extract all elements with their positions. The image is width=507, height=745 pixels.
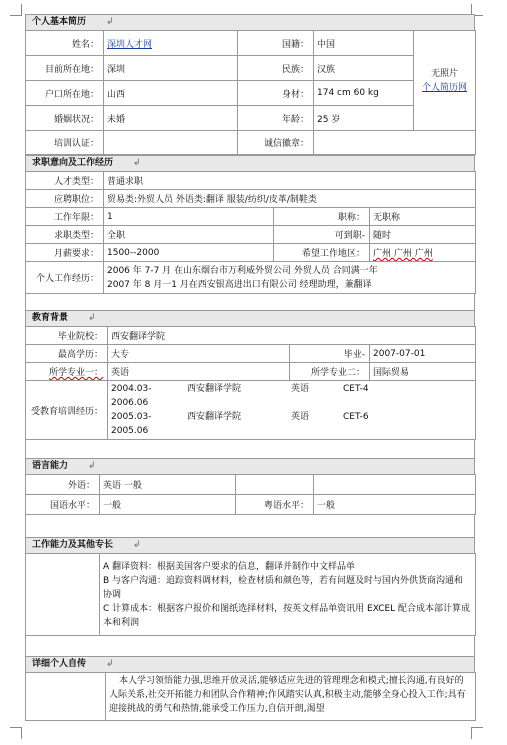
experience-label: 个人工作经历：	[26, 262, 104, 294]
experience-line-2: 2007 年 8 月一1 月在西安银高进出口有限公司 经理助理，兼翻译	[107, 279, 372, 290]
education-table	[25, 326, 476, 440]
major1-label: 所学专业一：	[26, 363, 108, 381]
major1-value: 英语	[108, 363, 290, 381]
credit-value	[314, 131, 476, 155]
title-value: 无职称	[370, 208, 476, 226]
intent-table	[25, 171, 476, 294]
position-value: 贸易类:外贸人员 外语类:翻译 服装/纺织/皮革/制鞋类	[104, 190, 476, 208]
spacer	[25, 440, 475, 458]
foreign-value: 英语 一般	[100, 475, 236, 495]
age-value: 25 岁	[314, 106, 414, 131]
arrival-label: 可到职-	[274, 226, 370, 244]
talent-label: 人才类型：	[26, 172, 104, 190]
body-label: 身材：	[238, 81, 314, 106]
arrival-value: 随时	[370, 226, 476, 244]
skill-line-a: A 翻译资料：根据美国客户要求的信息，翻译并制作中文样品单	[103, 561, 356, 572]
grad-value: 2007-07-01	[370, 345, 476, 363]
cantonese-label: 粤语水平：	[236, 495, 314, 515]
crop-mark-bottom-left	[10, 727, 22, 739]
crop-mark-top-left	[10, 4, 22, 16]
location-value: 深圳	[104, 56, 238, 81]
self-table	[25, 672, 476, 721]
skill-line-b: B 与客户沟通：追踪资料调材料，检查材质和颜色等，若有问题及时与国内外供货商沟通和协调	[103, 575, 464, 600]
area-label: 希望工作地区：	[274, 244, 370, 262]
skills-value	[100, 554, 476, 636]
title-label: 职称：	[274, 208, 370, 226]
talent-value: 普通求职	[104, 172, 476, 190]
basic-info-table	[25, 30, 476, 155]
salary-value: 1500--2000	[104, 244, 274, 262]
photo-line-1: 无照片	[430, 68, 458, 79]
school-label: 毕业院校：	[26, 327, 108, 345]
years-label: 工作年限：	[26, 208, 104, 226]
marital-label: 婚姻状况：	[26, 106, 104, 131]
training-value	[108, 381, 476, 440]
spacer	[25, 636, 475, 656]
spacer	[25, 515, 475, 537]
body-value: 174 cm 60 kg	[314, 81, 414, 106]
salary-label: 月薪要求：	[26, 244, 104, 262]
jobtype-value: 全职	[104, 226, 274, 244]
name-label: 姓名：	[26, 31, 104, 56]
ethnic-value: 汉族	[314, 56, 414, 81]
section-header-intent: 求职意向及工作经历 ↲	[25, 155, 475, 171]
experience-line-1: 2006 年 7-7 月 在山东烟台市万利威外贸公司 外贸人员 合同满一年	[107, 265, 378, 276]
self-label	[26, 673, 106, 721]
crop-mark-bottom-right	[471, 727, 483, 739]
training-row: 2005.03-2005.06 西安翻译学院 英语 CET-6	[111, 412, 369, 436]
cantonese-value: 一般	[314, 495, 476, 515]
degree-label: 最高学历：	[26, 345, 108, 363]
section-header-basic: 个人基本简历 ↲	[25, 14, 475, 30]
hukou-value: 山西	[104, 81, 238, 106]
spacer	[25, 294, 475, 310]
ethnic-label: 民族：	[238, 56, 314, 81]
position-label: 应聘职位：	[26, 190, 104, 208]
training-label: 受教育培训经历：	[26, 381, 108, 440]
school-value: 西安翻译学院	[108, 327, 476, 345]
major2-label: 所学专业二：	[290, 363, 370, 381]
location-label: 目前所在地：	[26, 56, 104, 81]
name-value	[104, 31, 238, 56]
language-table	[25, 474, 476, 515]
hukou-label: 户口所在地：	[26, 81, 104, 106]
cert-label: 培训认证：	[26, 131, 104, 155]
skill-line-c: C 计算成本：根据客户报价和图纸选择材料，按英文样品单资讯用 EXCEL 配合成本部计算成本和利润	[103, 603, 471, 628]
photo-line-2: 个人简历网	[421, 82, 467, 93]
section-header-self: 详细个人自传 ↲	[25, 656, 475, 672]
nation-label: 国籍：	[238, 31, 314, 56]
cert-value	[104, 131, 238, 155]
marital-value: 未婚	[104, 106, 238, 131]
skills-label	[26, 554, 100, 636]
training-row: 2004.03-2006.06 西安翻译学院 英语 CET-4	[111, 384, 369, 408]
skills-table	[25, 553, 476, 636]
section-header-education: 教育背景 ↲	[25, 310, 475, 326]
section-header-language: 语言能力 ↲	[25, 458, 475, 474]
experience-value	[104, 262, 476, 294]
credit-label: 诚信徽章：	[238, 131, 314, 155]
mandarin-value: 一般	[100, 495, 236, 515]
self-value: 本人学习领悟能力强,思维开放灵活,能够适应先进的管理理念和模式;擅长沟通,有良好的人际关系,社交开拓能力和团队合作精神;作风踏实认真,积极主动,能够全身心投入工作;具有迎接挑战的勇气和热情,能承受工作压力,自信开朗,渴望	[106, 673, 476, 721]
resume-document	[25, 14, 475, 721]
area-value: 广州 广州 广州	[370, 244, 476, 262]
jobtype-label: 求职类型：	[26, 226, 104, 244]
foreign-extra-1	[236, 475, 314, 495]
mandarin-label: 国语水平：	[26, 495, 100, 515]
foreign-extra-2	[314, 475, 476, 495]
grad-label: 毕业-	[290, 345, 370, 363]
photo-placeholder	[414, 31, 476, 131]
foreign-label: 外语：	[26, 475, 100, 495]
age-label: 年龄：	[238, 106, 314, 131]
nation-value: 中国	[314, 31, 414, 56]
name-link[interactable]: 深圳人才网	[107, 39, 153, 50]
degree-value: 大专	[108, 345, 290, 363]
years-value: 1	[104, 208, 274, 226]
major2-value: 国际贸易	[370, 363, 476, 381]
section-header-skills: 工作能力及其他专长 ↲	[25, 537, 475, 553]
